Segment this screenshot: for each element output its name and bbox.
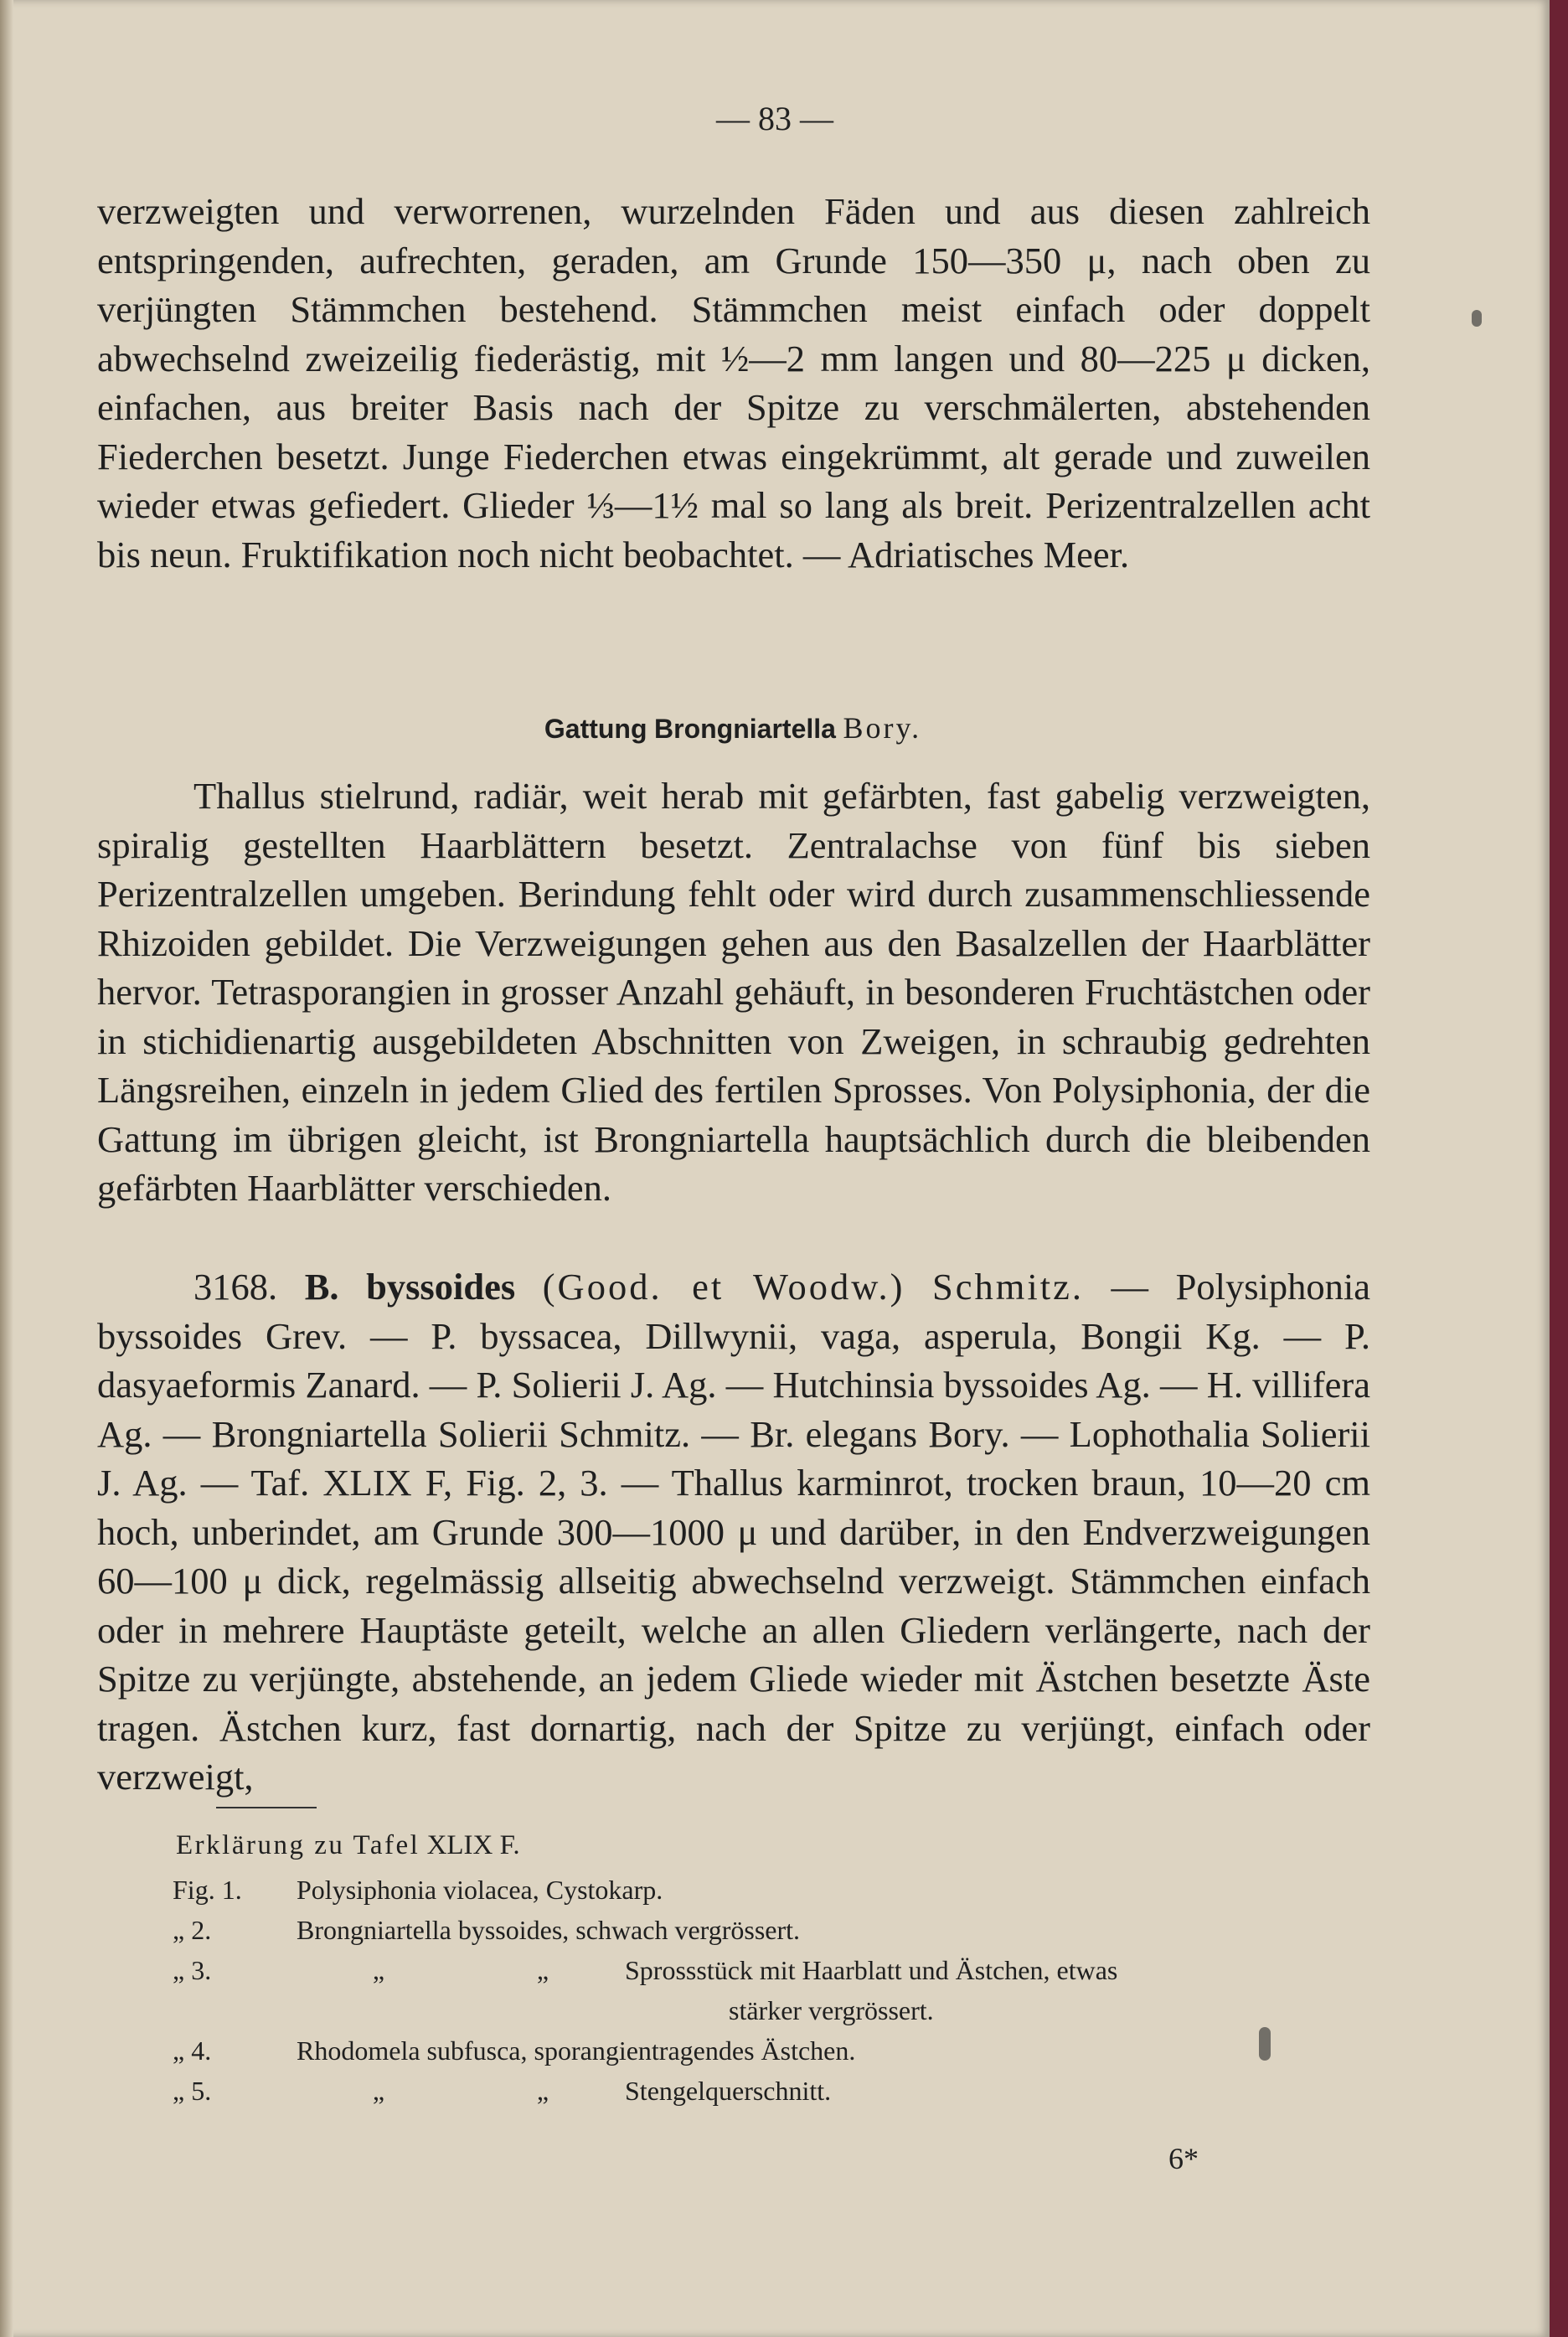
species-entry	[97, 1262, 1370, 1802]
legend-item	[173, 1870, 1354, 1910]
ink-speck	[1472, 310, 1482, 327]
species-author-paren: (Good. et Woodw.)	[542, 1266, 905, 1308]
legend-item-continuation: stärker vergrössert.	[729, 1995, 934, 2025]
genus-heading-name: Brongniartella	[654, 714, 836, 744]
legend-item	[173, 2071, 1354, 2111]
species-number: 3168.	[193, 1266, 278, 1308]
page-number: — 83 —	[716, 100, 833, 137]
legend-item-text: Sprossstück mit Haarblatt und Ästchen, etwas	[625, 1955, 1118, 1985]
genus-heading	[0, 710, 1466, 745]
page-gutter-shadow	[0, 0, 13, 2337]
legend-ditto-mark: „	[536, 2076, 549, 2106]
legend-item-number: Fig. 1.	[173, 1875, 242, 1905]
species-author: Schmitz.	[931, 1266, 1084, 1308]
legend-item-text: Brongniartella byssoides, schwach vergrössert.	[297, 1915, 801, 1945]
legend-item-number: „ 5.	[173, 2076, 212, 2106]
legend-ditto-mark: „	[372, 2076, 385, 2106]
footnote-title-text: Erklärung zu Tafel	[176, 1830, 420, 1860]
legend-item-number: „ 4.	[173, 2035, 212, 2066]
legend-item	[173, 1910, 1354, 1950]
legend-item	[173, 2030, 1354, 2071]
species-text: — Polysiphonia byssoides Grev. — P. byssacea, Dillwynii, vaga, asperula, Bongii Kg. — P. dasyaeformis Zanard. — P. Solierii J. Ag. — Hutchinsia byssoides Ag. — H. villifera Ag. — Brongniartella Solierii Schmitz. — Br. elegans Bory. — Lophothalia Solierii J. Ag. — Taf. XLIX F, Fig. 2, 3. — Thallus karminrot, trocken braun, 10—20 cm hoch, unberindet, am Grunde 300—1000 μ und darüber, in den Endverzweigungen 60—100 μ dick, regelmässig allseitig abwechselnd verzweigt. Stämmchen einfach oder in mehrere Hauptäste geteilt, welche an allen Gliedern verlängerte, nach der Spitze zu verjüngte, abstehende, an jedem Gliede wieder mit Ästchen besetzte Äste tragen. Ästchen kurz, fast dornartig, nach der Spitze zu verjüngt, einfach oder verzweigt,	[97, 1266, 1371, 1798]
species-name: B. byssoides	[304, 1266, 516, 1308]
legend-ditto-mark: „	[536, 1955, 549, 1985]
footnote-rule	[216, 1807, 317, 1808]
ink-speck	[1259, 2027, 1271, 2061]
paragraph-continuation: verzweigten und verworrenen, wurzelnden Fäden und aus diesen zahlreich entspringenden, aufrechten, geraden, am Grunde 150—350 μ, nach oben zu verjüngten Stämmchen bestehend. Stämmchen meist einfach oder doppelt abwechselnd zweizeilig fiederästig, mit ½—2 mm langen und 80—225 μ dicken, einfachen, aus breiter Basis nach der Spitze zu verschmälerten, abstehenden Fiederchen besetzt. Junge Fiederchen etwas eingekrümmt, alt gerade und zuweilen wieder etwas gefiedert. Glieder ⅓—1½ mal so lang als breit. Perizentralzellen acht bis neun. Fruktifikation noch nicht beobachtet. — Adriatisches Meer.	[97, 190, 1370, 575]
genus-heading-author: Bory.	[843, 711, 922, 745]
legend-item-text: Stengelquerschnitt.	[625, 2076, 832, 2106]
genus-heading-prefix: Gattung	[544, 714, 647, 744]
legend-item-text: Polysiphonia violacea, Cystokarp.	[297, 1875, 663, 1905]
legend-item	[173, 1950, 1354, 1990]
genus-description: Thallus stielrund, radiär, weit herab mit gefärbten, fast gabelig verzweigten, spiralig gestellten Haarblättern besetzt. Zentralachse von fünf bis sieben Perizentralzellen umgeben. Berindung fehlt oder wird durch zusammenschliessende Rhizoiden gebildet. Die Verzweigungen gehen aus den Basalzellen der Haarblätter hervor. Tetrasporangien in grosser Anzahl gehäuft, in besonderen Fruchtästchen oder in stichidienartig ausgebildeten Abschnitten von Zweigen, in schraubig gedrehten Längsreihen, einzeln in jedem Glied des fertilen Sprosses. Von Polysiphonia, der die Gattung im übrigen gleicht, ist Brongniartella hauptsächlich durch die bleibenden gefärbten Haarblätter verschieden.	[97, 775, 1370, 1209]
legend-item-number: „ 3.	[173, 1955, 212, 1985]
figure-legend	[173, 1870, 1354, 2111]
signature-mark: 6*	[1168, 2142, 1199, 2175]
legend-item-text: Rhodomela subfusca, sporangientragendes Ästchen.	[297, 2035, 856, 2066]
footnote-title	[176, 1830, 520, 1861]
legend-item-number: „ 2.	[173, 1915, 212, 1945]
footnote-title-plate: XLIX F.	[426, 1830, 520, 1860]
book-cover-edge	[1550, 0, 1568, 2337]
legend-ditto-mark: „	[372, 1955, 385, 1985]
